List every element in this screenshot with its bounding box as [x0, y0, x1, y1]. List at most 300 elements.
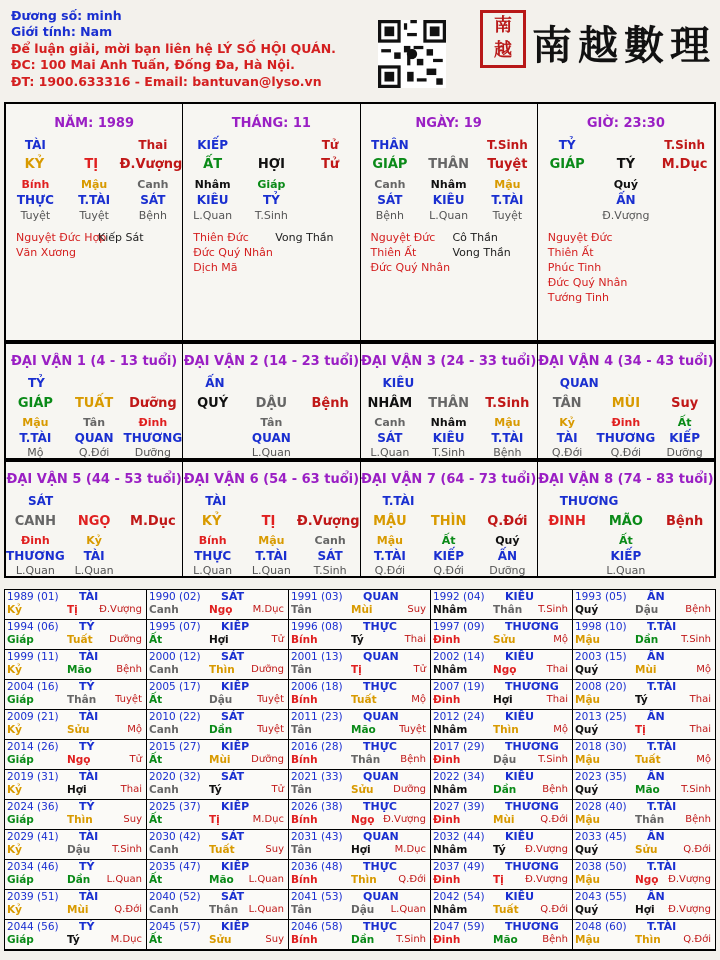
- owner-name: Đương số: minh: [11, 8, 122, 23]
- dai-van-hidden-god-cell: KIÊU: [432, 431, 465, 445]
- year-branch: Tý: [351, 634, 364, 646]
- year-god: SÁT: [221, 650, 245, 663]
- year-god: TỶ: [79, 680, 95, 693]
- year-cell: [289, 860, 431, 890]
- year-stem: Mậu: [575, 934, 601, 946]
- year-branch: Mão: [351, 724, 376, 736]
- year-cell: [573, 860, 715, 890]
- year-branch: Ngọ: [67, 754, 91, 766]
- year-stem: Bính: [291, 934, 318, 946]
- year-label: 2009 (21): [7, 711, 59, 723]
- dai-van-stage: [538, 446, 714, 459]
- dai-van-stem-branch-cell: QUÝ: [197, 396, 229, 411]
- year-branch: Mão: [493, 934, 518, 946]
- year-label: 2021 (33): [291, 771, 343, 783]
- year-stage: Dưỡng: [251, 664, 284, 675]
- star-item: Văn Xương: [16, 246, 76, 259]
- year-branch: Sửu: [635, 844, 658, 856]
- year-cell: [5, 650, 147, 680]
- dai-van-stage-cell: Q.Đới: [374, 564, 406, 577]
- year-cell: [5, 860, 147, 890]
- dai-van-stage-cell: Q.Đới: [610, 446, 642, 459]
- year-cell: [431, 710, 573, 740]
- dai-van-stem-branch-cell: CANH: [14, 514, 57, 529]
- dai-van-hidden-cell: Đinh: [138, 416, 168, 429]
- pillar-hidden-god-cell: KIÊU: [432, 193, 465, 207]
- year-god: KIÊU: [505, 710, 535, 723]
- dai-van-stem-branch-cell: GIÁP: [17, 396, 53, 411]
- dai-van-stage-cell: L.Quan: [251, 446, 291, 459]
- dai-van-stem-branch-cell: TÂN: [552, 396, 582, 411]
- year-branch: Tị: [209, 814, 220, 826]
- dai-van-hidden-god-cell: THƯƠNG: [6, 549, 65, 563]
- year-cell: [5, 800, 147, 830]
- pillar-hidden-stem-cell: [301, 178, 360, 191]
- seal-logo: 南 越: [480, 10, 526, 68]
- year-stem: Quý: [575, 904, 599, 916]
- pillar-god-cell: T.Sinh: [664, 138, 705, 152]
- year-label: 2020 (32): [149, 771, 201, 783]
- year-stem: Đinh: [433, 934, 461, 946]
- pillar-title: GIỜ: 23:30: [586, 116, 665, 131]
- year-cell: [431, 830, 573, 860]
- year-stem: Nhâm: [433, 664, 468, 676]
- dai-van-hidden-cell: Canh: [314, 534, 346, 547]
- dai-van-hidden-cell: [655, 534, 714, 547]
- year-god: SÁT: [221, 770, 245, 783]
- year-branch: Tuất: [493, 904, 519, 916]
- pillar-good-stars: [371, 230, 451, 275]
- dai-van-hidden-god-cell: [538, 549, 597, 563]
- year-cell: [147, 650, 289, 680]
- year-label: 2032 (44): [433, 831, 485, 843]
- pillar-title: THÁNG: 11: [231, 116, 311, 131]
- header-info: [11, 8, 336, 90]
- year-god: TỶ: [79, 920, 95, 933]
- dai-van-hidden-god: [6, 549, 182, 563]
- year-stage: Bệnh: [542, 784, 568, 795]
- year-god: THƯƠNG: [505, 680, 559, 693]
- phone-email: ĐT: 1900.633316 - Email: bantuvan@lyso.vn: [11, 73, 322, 89]
- year-god: KIÊU: [505, 890, 535, 903]
- dai-van-stage-cell: L.Quan: [15, 564, 55, 577]
- year-god: THỰC: [363, 920, 397, 933]
- dai-van-stem-branch: [361, 396, 537, 411]
- pillar-stem-branch-cell: Đ.Vượng: [119, 157, 183, 172]
- dai-van-stem-branch-cell: DẬU: [255, 396, 288, 411]
- year-stage: Tuyệt: [399, 724, 426, 735]
- pillar-hidden-stem-cell: Bính: [21, 178, 50, 191]
- dai-van-hidden-god-cell: KIẾP: [669, 431, 700, 445]
- dai-van-hidden-cell: Bính: [198, 534, 227, 547]
- year-stage: Tử: [413, 664, 426, 675]
- pillar-stem-branch-cell: HỢI: [257, 157, 285, 172]
- dai-van-hidden-cell: Quý: [495, 534, 520, 547]
- star-item: Đức Quý Nhân: [547, 276, 628, 289]
- dai-van-hidden-god: [361, 431, 537, 445]
- year-cell: [431, 650, 573, 680]
- year-god: T.TÀI: [647, 740, 677, 753]
- year-god: KIÊU: [505, 830, 535, 843]
- year-label: 2013 (25): [575, 711, 627, 723]
- year-branch: Dậu: [493, 754, 517, 766]
- year-stem: Canh: [149, 664, 179, 676]
- year-stage: Dưỡng: [109, 634, 142, 645]
- year-cell: [5, 890, 147, 920]
- year-label: 2017 (29): [433, 741, 485, 753]
- dai-van-3: [361, 344, 538, 458]
- year-branch: Tuất: [67, 634, 93, 646]
- dai-van-stage-cell: [655, 564, 714, 577]
- year-label: 2011 (23): [291, 711, 343, 723]
- dai-van-title: ĐẠI VẬN 4 (34 - 43 tuổi): [538, 354, 714, 369]
- year-branch: Ngọ: [493, 664, 517, 676]
- year-branch: Mùi: [635, 664, 657, 676]
- year-label: 2044 (56): [7, 921, 59, 933]
- dai-van-god: THƯƠNG: [559, 494, 619, 508]
- year-god: ẤN: [647, 830, 665, 843]
- dai-van-stage-cell: Q.Đới: [551, 446, 583, 459]
- pillar-god-cell: [65, 138, 124, 152]
- pillar-god: [6, 138, 182, 152]
- year-cell: [573, 710, 715, 740]
- year-stage: Bệnh: [685, 814, 711, 825]
- year-label: 2042 (54): [433, 891, 485, 903]
- pillar-hidden-god-cell: SÁT: [377, 193, 403, 207]
- pillar-god-cell: [242, 138, 301, 152]
- year-label: 2048 (60): [575, 921, 627, 933]
- year-branch: Tý: [493, 844, 506, 856]
- year-god: TÀI: [79, 710, 99, 723]
- year-god: ẤN: [647, 650, 665, 663]
- year-label: 2022 (34): [433, 771, 485, 783]
- year-cell: [147, 710, 289, 740]
- pillar-hidden-stem-cell: Quý: [613, 178, 639, 191]
- dai-van-hidden-god-cell: TÀI: [83, 549, 105, 563]
- year-stem: Bính: [291, 754, 318, 766]
- dai-van-god: TÀI: [205, 494, 227, 508]
- year-branch: Dậu: [209, 694, 233, 706]
- year-god: KIẾP: [221, 680, 250, 693]
- year-label: 2016 (28): [291, 741, 343, 753]
- pillar-stage-cell: Đ.Vượng: [602, 209, 650, 222]
- year-cell: [147, 770, 289, 800]
- year-label: 2000 (12): [149, 651, 201, 663]
- dai-van-stem-branch-cell: THÌN: [430, 514, 467, 529]
- year-label: 2001 (13): [291, 651, 343, 663]
- year-label: 2046 (58): [291, 921, 343, 933]
- year-cell: [431, 590, 573, 620]
- year-stem: Canh: [149, 844, 179, 856]
- pillar-stage: [361, 209, 537, 222]
- dai-van-hidden-god: [183, 431, 359, 445]
- dai-van-title: ĐẠI VẬN 7 (64 - 73 tuổi): [360, 472, 537, 487]
- pillar-other-stars: [275, 230, 333, 245]
- pillar-hidden-stem: [183, 178, 359, 191]
- year-branch: Dần: [209, 724, 233, 736]
- year-label: 2047 (59): [433, 921, 485, 933]
- year-stage: Q.Đới: [683, 934, 711, 945]
- year-stage: Thai: [546, 664, 568, 675]
- brand-logo: 南越數理: [532, 22, 716, 69]
- dai-van-stem-branch: [538, 514, 714, 529]
- year-god: QUAN: [363, 770, 399, 783]
- year-stage: Thai: [120, 784, 142, 795]
- year-branch: Tý: [209, 784, 222, 796]
- year-label: 2012 (24): [433, 711, 485, 723]
- year-branch: Thìn: [493, 724, 519, 736]
- dai-van-stage-cell: Dưỡng: [134, 446, 171, 459]
- year-label: 2040 (52): [149, 891, 201, 903]
- pillar-good-stars: [193, 230, 273, 275]
- year-god: KIẾP: [221, 920, 250, 933]
- year-stem: Mậu: [575, 874, 601, 886]
- dai-van-stage-cell: Q.Đới: [433, 564, 464, 577]
- year-stem: Đinh: [433, 754, 461, 766]
- year-cell: [431, 740, 573, 770]
- year-stage: Q.Đới: [540, 814, 568, 825]
- year-stem: Giáp: [7, 874, 34, 886]
- year-label: 2028 (40): [575, 801, 627, 813]
- year-label: 2045 (57): [149, 921, 201, 933]
- dai-van-hidden: [538, 534, 714, 547]
- year-branch: Mùi: [67, 904, 89, 916]
- year-stage: Q.Đới: [114, 904, 142, 915]
- year-label: 2027 (39): [433, 801, 485, 813]
- dai-van-stage-cell: L.Quan: [251, 564, 291, 577]
- year-stage: Thai: [404, 634, 426, 645]
- year-cell: [431, 890, 573, 920]
- dai-van-stem-branch-cell: Q.Đới: [487, 514, 528, 529]
- year-label: 2029 (41): [7, 831, 59, 843]
- year-branch: Tuất: [351, 694, 377, 706]
- year-label: 2043 (55): [575, 891, 627, 903]
- dai-van-hidden-god: [361, 549, 537, 563]
- star-item: Nguyệt Đức: [547, 231, 613, 244]
- year-cell: [431, 800, 573, 830]
- dai-van-hidden-god-cell: T.TÀI: [19, 431, 52, 445]
- pillar-stage-cell: Bệnh: [138, 209, 167, 222]
- year-branch: Thìn: [635, 934, 661, 946]
- dai-van-hidden-god-cell: T.TÀI: [255, 549, 288, 563]
- year-label: 1999 (11): [7, 651, 59, 663]
- pillar-hidden-stem-cell: Canh: [374, 178, 406, 191]
- year-god: QUAN: [363, 710, 399, 723]
- pillar-hidden-god-cell: ẤN: [616, 193, 636, 207]
- pillar-hidden-stem-cell: Giáp: [257, 178, 286, 191]
- year-label: 1996 (08): [291, 621, 343, 633]
- year-label: 2023 (35): [575, 771, 627, 783]
- year-stage: Suy: [407, 604, 426, 615]
- pillar-god-cell: [419, 138, 478, 152]
- year-cell: [5, 620, 147, 650]
- dai-van-stem-branch-cell: TỊ: [261, 514, 276, 529]
- dai-van-stem-branch: [6, 396, 182, 411]
- pillar-hidden-god-cell: T.TÀI: [78, 193, 111, 207]
- year-stage: M.Dục: [110, 934, 142, 945]
- year-cell: [573, 830, 715, 860]
- year-cell: [573, 800, 715, 830]
- year-cell: [573, 920, 715, 950]
- year-cell: [573, 620, 715, 650]
- dai-van-hidden-cell: Kỷ: [86, 534, 102, 547]
- star-item: Dịch Mã: [193, 261, 238, 274]
- year-label: 2010 (22): [149, 711, 201, 723]
- year-stage: Tử: [271, 634, 284, 645]
- year-stem: Nhâm: [433, 604, 468, 616]
- pillar-god-cell: THÂN: [371, 138, 409, 152]
- year-cell: [147, 830, 289, 860]
- pillar-hidden-stem: [361, 178, 537, 191]
- dai-van-stage-cell: Dưỡng: [666, 446, 703, 459]
- year-cell: [431, 770, 573, 800]
- dai-van-title: ĐẠI VẬN 5 (44 - 53 tuổi): [6, 472, 182, 487]
- year-label: 2034 (46): [7, 861, 59, 873]
- dai-van-stage: [361, 564, 537, 577]
- pillar-stem-branch-cell: THÂN: [428, 157, 469, 172]
- dai-van-stem-branch-cell: MÙI: [611, 396, 641, 411]
- dai-van-hidden: [183, 416, 359, 429]
- year-stem: Canh: [149, 904, 179, 916]
- dai-van-hidden-cell: Đinh: [611, 416, 641, 429]
- year-branch: Mùi: [493, 814, 515, 826]
- year-god: QUAN: [363, 830, 399, 843]
- dai-van-stem-branch: [183, 514, 359, 529]
- year-branch: Hợi: [493, 694, 513, 706]
- dai-van-8: [538, 462, 714, 576]
- year-god: KIÊU: [505, 770, 535, 783]
- year-cell: [5, 590, 147, 620]
- dai-van-hidden-god-cell: QUAN: [74, 431, 114, 445]
- pillar-stem-branch-cell: GIÁP: [549, 157, 585, 172]
- dai-van-hidden-god-cell: [124, 549, 183, 563]
- year-branch: Dần: [67, 874, 91, 886]
- year-stem: Kỷ: [7, 724, 22, 736]
- year-label: 2037 (49): [433, 861, 485, 873]
- dai-van-hidden: [6, 534, 182, 547]
- year-stem: Ất: [149, 874, 163, 886]
- dai-van-hidden-god-cell: T.TÀI: [373, 549, 406, 563]
- pillar-stage-cell: T.Sinh: [254, 209, 288, 222]
- year-god: KIÊU: [505, 650, 535, 663]
- year-label: 2033 (45): [575, 831, 627, 843]
- pillar-god: [183, 138, 359, 152]
- year-branch: Mùi: [209, 754, 231, 766]
- year-cell: [573, 590, 715, 620]
- dai-van-hidden-cell: [183, 416, 242, 429]
- year-branch: Ngọ: [635, 874, 659, 886]
- dai-van-hidden-cell: Mậu: [376, 534, 403, 547]
- pillar-stage-cell: [655, 209, 714, 222]
- dai-van-stem-branch-cell: Đ.Vượng: [296, 514, 360, 529]
- year-stage: L.Quan: [106, 874, 142, 885]
- dai-van-god: ẤN: [205, 376, 225, 390]
- dai-van-title: ĐẠI VẬN 3 (24 - 33 tuổi): [360, 354, 537, 369]
- year-stage: Dưỡng: [251, 754, 284, 765]
- year-stage: L.Quan: [390, 904, 426, 915]
- dai-van-stem-branch-cell: KỶ: [201, 514, 222, 529]
- pillar-hidden-stem-cell: Nhâm: [194, 178, 231, 191]
- year-cell: [147, 680, 289, 710]
- year-stage: Tuyệt: [257, 694, 284, 705]
- year-stem: Giáp: [7, 634, 34, 646]
- pillar-hidden-stem-cell: [655, 178, 714, 191]
- year-god: THỰC: [363, 860, 397, 873]
- pillar-good-stars: [548, 230, 628, 305]
- year-god: KIẾP: [221, 860, 250, 873]
- year-cell: [289, 620, 431, 650]
- year-branch: Thìn: [351, 874, 377, 886]
- year-label: 2019 (31): [7, 771, 59, 783]
- year-stem: Tân: [291, 904, 312, 916]
- pillar-god-cell: T.Sinh: [486, 138, 528, 152]
- year-stem: Nhâm: [433, 724, 468, 736]
- year-stage: Dưỡng: [393, 784, 426, 795]
- year-stem: Ất: [149, 634, 163, 646]
- pillar-stage-cell: L.Quan: [429, 209, 469, 222]
- year-stage: Tuyệt: [257, 724, 284, 735]
- dai-van-row-2: [4, 460, 716, 578]
- year-label: 2002 (14): [433, 651, 485, 663]
- year-label: 2041 (53): [291, 891, 343, 903]
- pillar-stage: [538, 209, 714, 222]
- dai-van-stage: [6, 446, 182, 459]
- year-stem: Đinh: [433, 874, 461, 886]
- year-stage: Mộ: [553, 634, 568, 645]
- dai-van-stem-branch-cell: THÂN: [428, 396, 469, 411]
- dai-van-stage-cell: L.Quan: [74, 564, 114, 577]
- dai-van-title: ĐẠI VẬN 2 (14 - 23 tuổi): [183, 354, 360, 369]
- pillar-god: [538, 138, 714, 152]
- year-god: ẤN: [647, 890, 665, 903]
- pillar-hidden-god: [361, 193, 537, 207]
- year-god: TỶ: [79, 620, 95, 633]
- year-god: ẤN: [647, 710, 665, 723]
- dai-van-stem-branch: [183, 396, 359, 411]
- pillar-stem-branch-cell: M.Dục: [661, 157, 708, 172]
- dai-van-hidden-cell: Tân: [83, 416, 106, 429]
- pillar-stem-branch-cell: Tuyệt: [487, 157, 528, 172]
- pillar-stage: [6, 209, 182, 222]
- dai-van-hidden-cell: Canh: [374, 416, 406, 429]
- year-branch: Mão: [67, 664, 92, 676]
- dai-van-god: T.TÀI: [382, 494, 415, 508]
- year-stem: Quý: [575, 724, 599, 736]
- dai-van-hidden-god-cell: KIẾP: [610, 549, 642, 563]
- year-stage: Suy: [265, 934, 284, 945]
- pillar-hidden-god-cell: T.TÀI: [491, 193, 524, 207]
- dai-van-hidden-god-cell: ẤN: [497, 549, 518, 563]
- pillar-1: [183, 104, 360, 340]
- dai-van-1: [6, 344, 183, 458]
- year-stem: Kỷ: [7, 784, 22, 796]
- dai-van-hidden-god-cell: THỰC: [194, 549, 232, 563]
- year-stage: Đ.Vượng: [668, 904, 711, 915]
- year-branch: Dần: [351, 934, 375, 946]
- dai-van-title: ĐẠI VẬN 8 (74 - 83 tuổi): [538, 472, 714, 487]
- dai-van-stem-branch: [538, 396, 714, 411]
- year-cell: [289, 920, 431, 950]
- year-stem: Ất: [149, 934, 163, 946]
- dai-van-hidden: [183, 534, 359, 547]
- year-cell: [5, 830, 147, 860]
- pillar-stem-branch: [361, 157, 537, 172]
- pillar-hidden-stem: [538, 178, 714, 191]
- year-god: TÀI: [79, 890, 99, 903]
- year-branch: Ngọ: [351, 814, 375, 826]
- year-branch: Tị: [351, 664, 362, 676]
- year-cell: [431, 620, 573, 650]
